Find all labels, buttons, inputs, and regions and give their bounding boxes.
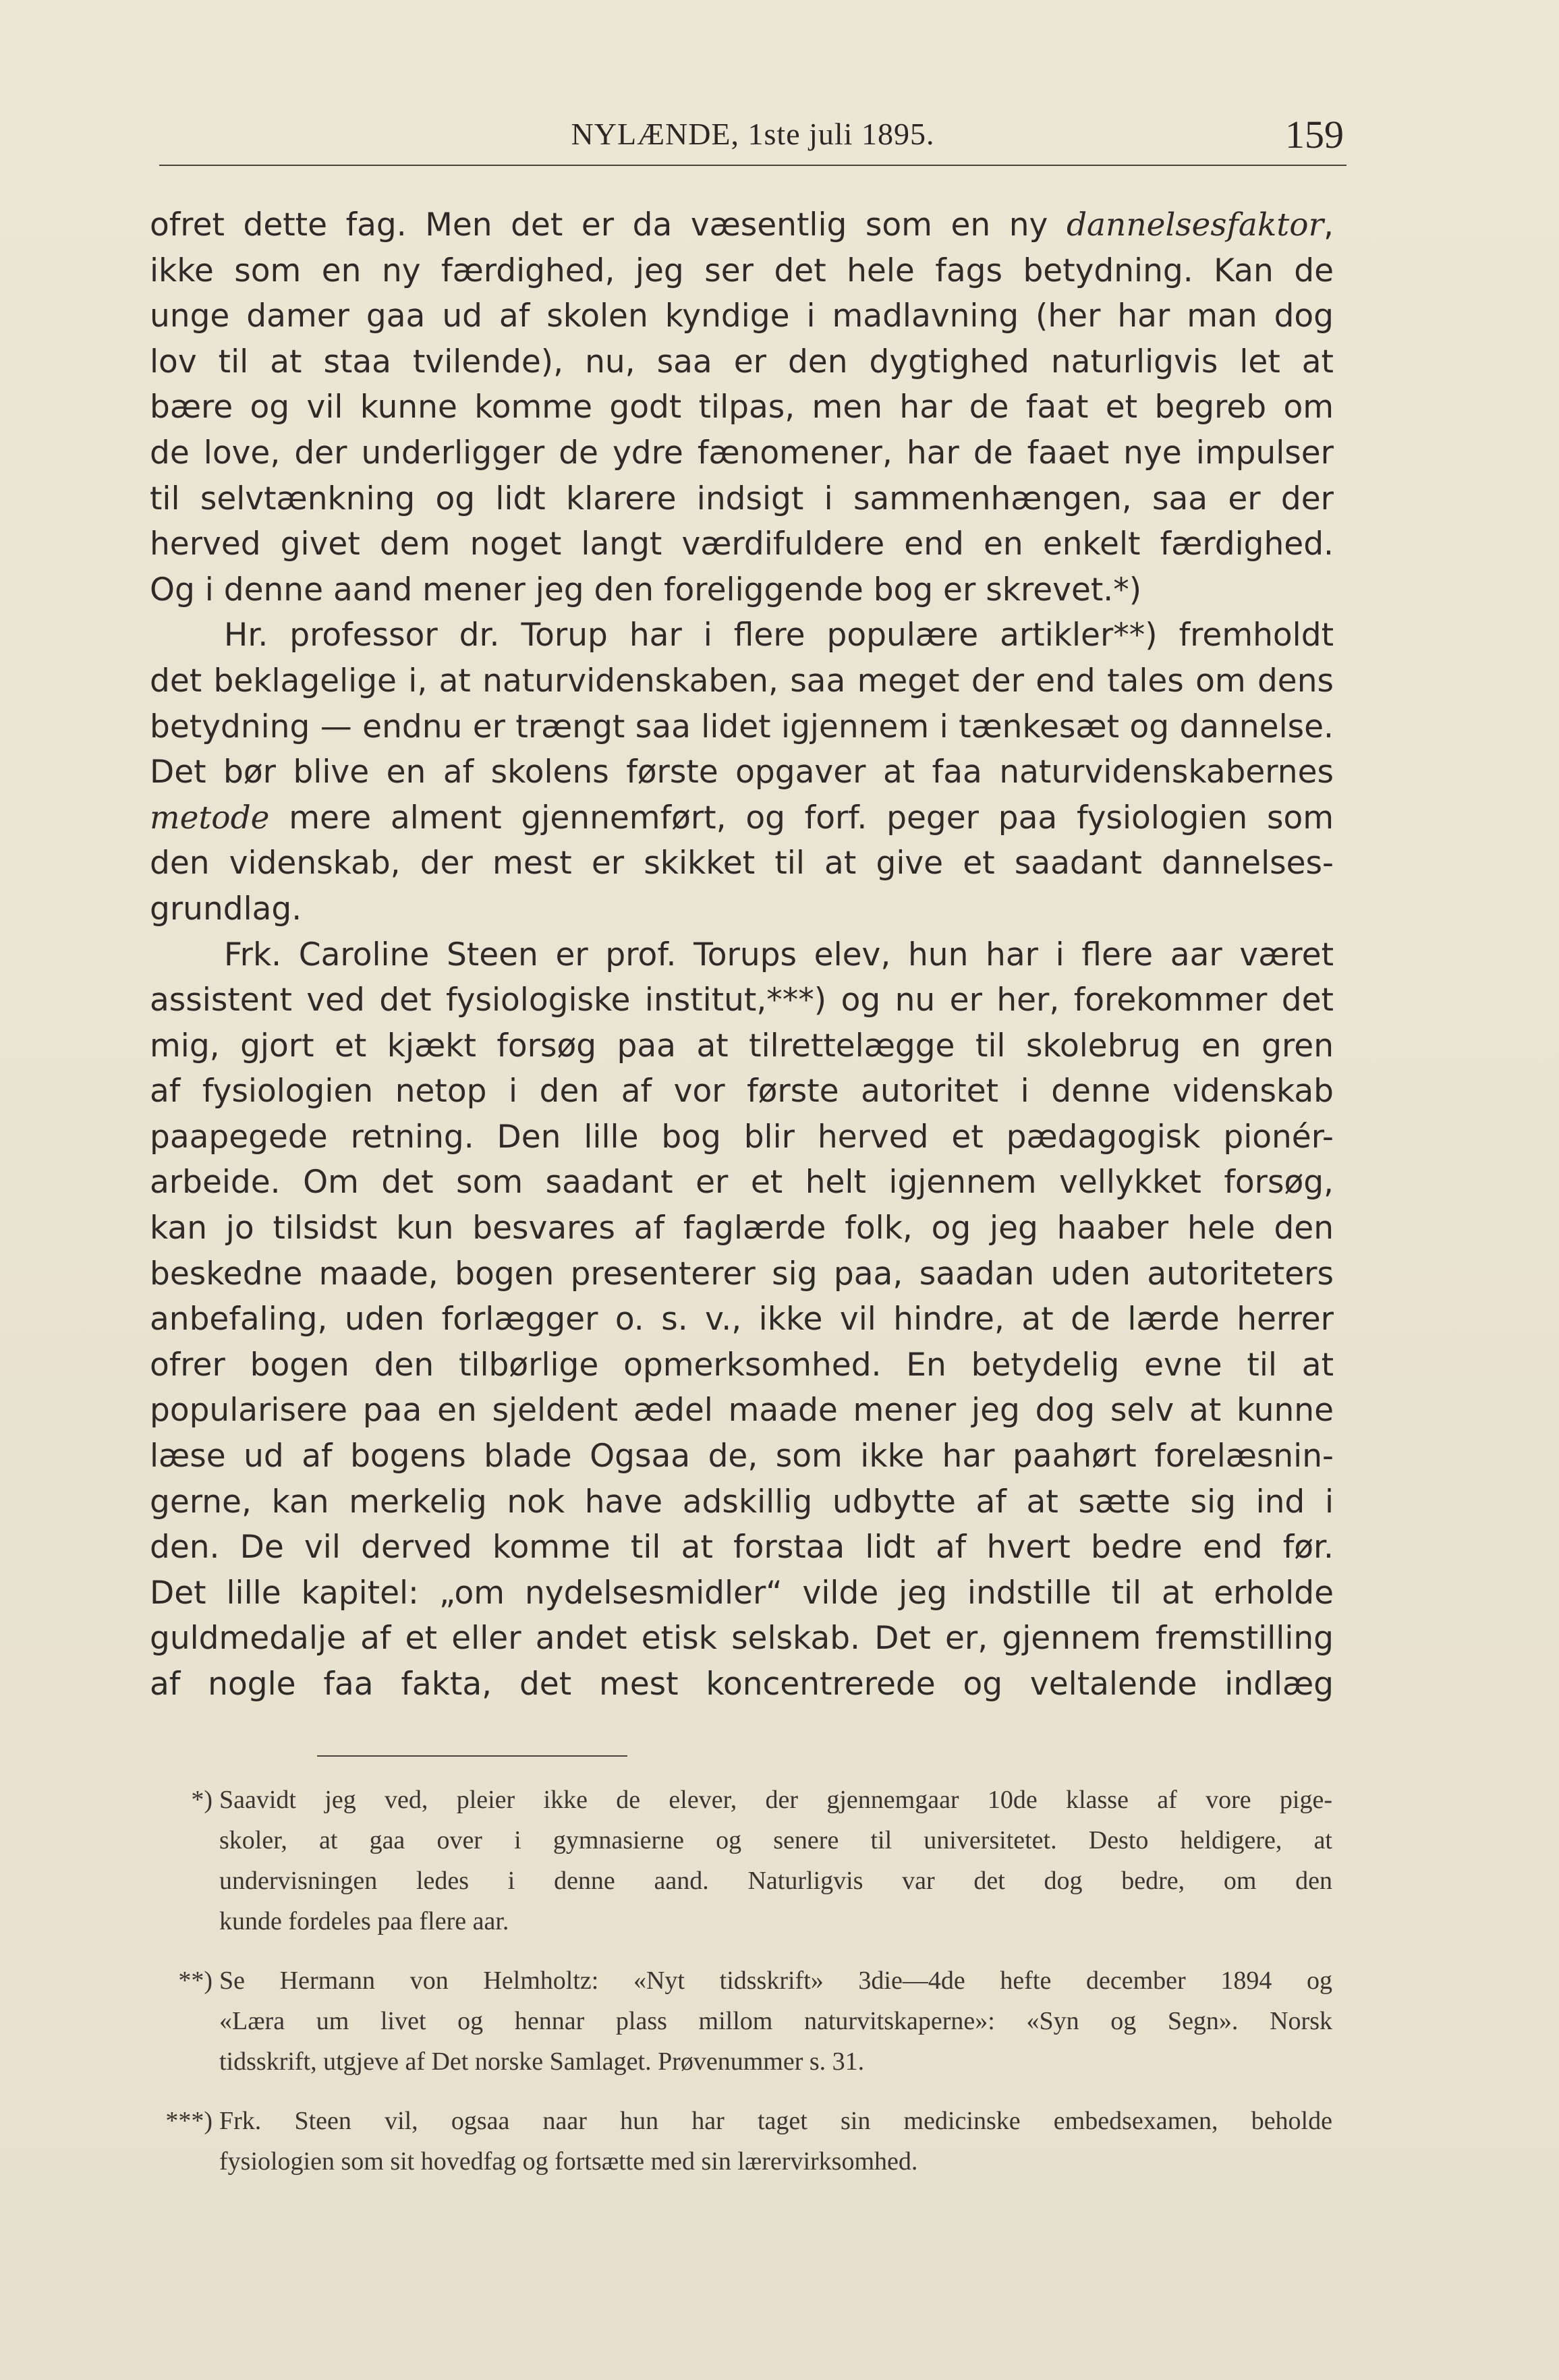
- emphasized-term: metode: [150, 799, 270, 837]
- text-line-6: de love, der underligger de ydre fænomener, har de faaet nye impulser: [150, 434, 1334, 472]
- text-line-8: herved givet dem noget langt værdifuldere end en enkelt færdighed.: [150, 526, 1334, 563]
- page-number: 159: [1285, 113, 1344, 157]
- footnote-line: undervisningen ledes i denne aand. Naturligvis var det dog bedre, om den: [219, 1867, 1332, 1895]
- text-segment: ofret dette fag. Men det er da væsentlig som en ny: [150, 206, 1067, 244]
- footnote-line: «Læra um livet og hennar plass millom naturvitskaperne»: «Syn og Segn». Norsk: [219, 2007, 1332, 2035]
- footnote: [155, 1960, 1332, 2082]
- text-line-27: popularisere paa en sjeldent ædel maade mener jeg dog selv at kunne: [150, 1392, 1334, 1429]
- text-line-25: anbefaling, uden forlægger o. s. v., ikke vil hindre, at de lærde herrer: [150, 1301, 1334, 1338]
- footnote-line: fysiologien som sit hovedfag og fortsætte med sin lærervirksomhed.: [219, 2147, 918, 2176]
- text-line-28: læse ud af bogens blade Ogsaa de, som ikke har paahørt forelæsnin-: [150, 1438, 1334, 1475]
- text-line-4: lov til at staa tvilende), nu, saa er den dygtighed naturligvis let at: [150, 343, 1334, 380]
- text-segment: ,: [1324, 206, 1334, 244]
- text-line-24: beskedne maade, bogen presenterer sig paa, saadan uden autoriteters: [150, 1255, 1334, 1293]
- footnote-line: Saavidt jeg ved, pleier ikke de elever, der gjennemgaar 10de klasse af vore pige-: [219, 1786, 1332, 1814]
- footnote: [155, 1780, 1332, 1942]
- footnote-mark: **): [178, 1966, 212, 1995]
- text-line-13: Det bør blive en af skolens første opgaver at faa naturvidenskabernes: [150, 754, 1334, 791]
- text-line-18: assistent ved det fysiologiske institut,***) og nu er her, forekommer det: [150, 982, 1334, 1019]
- text-line-17: Frk. Caroline Steen er prof. Torups elev, hun har i flere aar været: [224, 936, 1334, 973]
- text-line-30: den. De vil derved komme til at forstaa lidt af hvert bedre end før.: [150, 1529, 1334, 1566]
- text-line-14: [150, 795, 1334, 841]
- text-line-26: ofrer bogen den tilbørlige opmerksomhed. En betydelig evne til at: [150, 1346, 1334, 1384]
- text-line-23: kan jo tilsidst kun besvares af faglærde folk, og jeg haaber hele den: [150, 1210, 1334, 1247]
- text-line-31: Det lille kapitel: „om nydelsesmidler“ vilde jeg indstille til at erholde: [150, 1574, 1334, 1612]
- text-line-16: grundlag.: [150, 890, 302, 928]
- text-line-5: bære og vil kunne komme godt tilpas, men har de faat et begreb om: [150, 389, 1334, 426]
- body-text: [150, 202, 1334, 1707]
- footnote-mark: *): [191, 1786, 212, 1814]
- page-header: [159, 108, 1347, 169]
- text-line-22: arbeide. Om det som saadant er et helt igjennem vellykket forsøg,: [150, 1164, 1334, 1201]
- text-segment: mere alment gjennemført, og forf. peger paa fysiologien som: [269, 799, 1334, 837]
- text-line-19: mig, gjort et kjækt forsøg paa at tilrettelægge til skolebrug en gren: [150, 1027, 1334, 1065]
- text-line-2: ikke som en ny færdighed, jeg ser det hele fags betydning. Kan de: [150, 252, 1334, 289]
- text-line-20: af fysiologien netop i den af vor første autoritet i denne videnskab: [150, 1073, 1334, 1110]
- text-line-1: [150, 202, 1334, 248]
- footnote: [155, 2101, 1332, 2182]
- footnote-line: Frk. Steen vil, ogsaa naar hun har taget sin medicinske embedsexamen, beholde: [219, 2107, 1332, 2135]
- running-head: NYLÆNDE, 1ste juli 1895.: [571, 117, 935, 151]
- footnote-line: Se Hermann von Helmholtz: «Nyt tidsskrift» 3die—4de hefte december 1894 og: [219, 1966, 1332, 1995]
- footnotes: [155, 1780, 1332, 2201]
- emphasized-term: dannelsesfaktor: [1066, 206, 1324, 244]
- text-line-9: Og i denne aand mener jeg den foreliggende bog er skrevet.*): [150, 571, 1142, 608]
- header-rule: [159, 165, 1347, 166]
- footnote-line: skoler, at gaa over i gymnasierne og senere til universitetet. Desto heldigere, at: [219, 1826, 1332, 1854]
- text-line-3: unge damer gaa ud af skolen kyndige i madlavning (her har man dog: [150, 298, 1334, 335]
- text-line-21: paapegede retning. Den lille bog blir herved et pædagogisk pionér-: [150, 1118, 1334, 1156]
- footnote-rule: [317, 1755, 627, 1757]
- footnote-line: kunde fordeles paa flere aar.: [219, 1907, 509, 1935]
- footnote-line: tidsskrift, utgjeve af Det norske Samlaget. Prøvenummer s. 31.: [219, 2047, 865, 2076]
- text-line-7: til selvtænkning og lidt klarere indsigt i sammenhængen, saa er der: [150, 480, 1334, 517]
- text-line-15: den videnskab, der mest er skikket til at give et saadant dannelses-: [150, 845, 1334, 882]
- text-line-29: gerne, kan merkelig nok have adskillig udbytte af at sætte sig ind i: [150, 1483, 1334, 1521]
- text-line-11: det beklagelige i, at naturvidenskaben, saa meget der end tales om dens: [150, 662, 1334, 700]
- text-line-33: af nogle faa fakta, det mest koncentrerede og veltalende indlæg: [150, 1666, 1334, 1703]
- footnote-mark: ***): [165, 2107, 212, 2135]
- text-line-12: betydning — endnu er trængt saa lidet igjennem i tænkesæt og dannelse.: [150, 708, 1334, 745]
- text-line-32: guldmedalje af et eller andet etisk selskab. Det er, gjennem fremstilling: [150, 1620, 1334, 1658]
- text-line-10: Hr. professor dr. Torup har i flere populære artikler**) fremholdt: [224, 617, 1334, 654]
